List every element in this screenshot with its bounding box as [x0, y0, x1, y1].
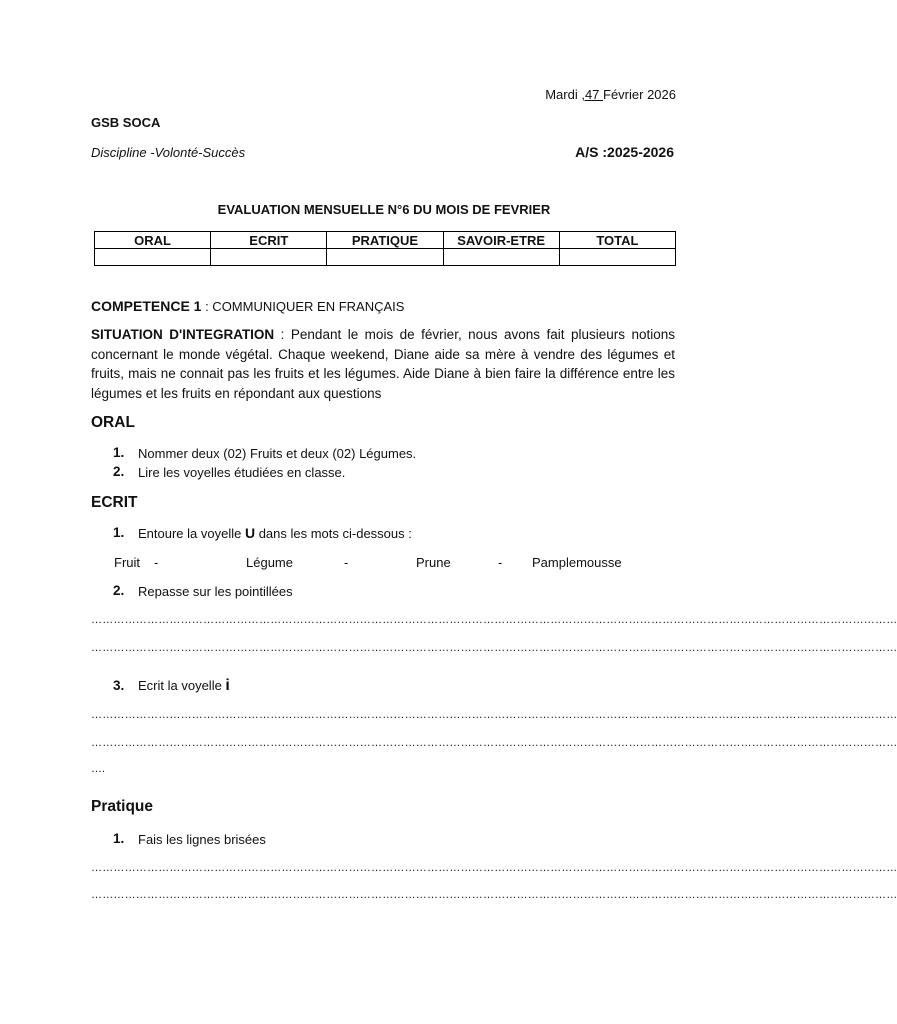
grade-header-pratique: PRATIQUE [327, 232, 443, 249]
ecrit-q3-text: Ecrit la voyelle i [138, 677, 230, 694]
dotted-answer-line[interactable]: ……………………………………………………………………………………………………………………………………………………………………………………………… [91, 889, 897, 901]
competence-line [91, 298, 404, 314]
ecrit-heading: ECRIT [91, 494, 138, 511]
word-fruit: Fruit [114, 555, 140, 570]
date-month-year: Février 2026 [603, 87, 676, 102]
competence-text: : COMMUNIQUER EN FRANÇAIS [201, 299, 405, 314]
grade-header-total: TOTAL [559, 232, 675, 249]
vowel-u: U [244, 525, 256, 541]
dotted-answer-line[interactable]: ……………………………………………………………………………………………………………………………………………………………………………………………… [91, 709, 897, 721]
competence-label: COMPETENCE 1 [91, 298, 202, 314]
pratique-q1-number: 1. [113, 831, 125, 846]
word-separator: - [498, 555, 503, 570]
school-name: GSB SOCA [91, 115, 161, 130]
oral-q1-number: 1. [113, 445, 125, 460]
oral-q2-number: 2. [113, 464, 125, 479]
oral-heading: ORAL [91, 414, 135, 431]
dotted-answer-line[interactable]: ……………………………………………………………………………………………………………………………………………………………………………………………… [91, 642, 897, 654]
pratique-q1-text: Fais les lignes brisées [138, 832, 266, 847]
word-prune: Prune [416, 555, 451, 570]
ecrit-q2-text: Repasse sur les pointillées [138, 584, 293, 599]
vowel-i: i [225, 677, 230, 694]
grade-cell-ecrit[interactable] [211, 249, 327, 266]
ecrit-q1-number: 1. [113, 525, 125, 540]
word-pamplemousse: Pamplemousse [532, 555, 622, 570]
grade-header-oral: ORAL [95, 232, 211, 249]
date-prefix: Mardi [545, 87, 582, 102]
ecrit-q1-text: Entoure la voyelle U dans les mots ci-dessous : [138, 525, 412, 541]
grade-cell-savoir-etre[interactable] [443, 249, 559, 266]
ecrit-q3-number: 3. [113, 678, 125, 693]
grade-cell-total[interactable] [559, 249, 675, 266]
school-motto: Discipline -Volonté-Succès [91, 145, 246, 160]
integration-situation [91, 325, 675, 403]
ecrit-q2-number: 2. [113, 583, 125, 598]
word-separator: - [154, 555, 159, 570]
situation-label: SITUATION D'INTEGRATION [91, 327, 275, 342]
evaluation-title: EVALUATION MENSUELLE N°6 DU MOIS DE FEVRIER [217, 202, 551, 217]
grade-cell-oral[interactable] [95, 249, 211, 266]
short-dots: …. [91, 763, 106, 775]
school-year: A/S :2025-2026 [575, 144, 674, 160]
date-day: ,47 [581, 87, 604, 102]
situation-text: : Pendant le mois de février, nous avons fait plusieurs notions concernant le monde végétal. Chaque weekend, Diane aide sa mère à vendre des légumes et fruits, mais ne connait pas les fruits et les légumes. Aide Diane à bien faire la différence entre les légumes et les fruits en répondant aux questions [91, 327, 675, 401]
oral-q1-text: Nommer deux (02) Fruits et deux (02) Légumes. [138, 446, 417, 461]
dotted-answer-line[interactable]: ……………………………………………………………………………………………………………………………………………………………………………………………… [91, 862, 897, 874]
grade-header-ecrit: ECRIT [211, 232, 327, 249]
word-legume: Légume [246, 555, 293, 570]
grade-table [94, 231, 676, 266]
date-line [545, 87, 676, 102]
word-separator: - [344, 555, 349, 570]
grade-header-savoir-etre: SAVOIR-ETRE [443, 232, 559, 249]
grade-cell-pratique[interactable] [327, 249, 443, 266]
pratique-heading: Pratique [91, 798, 154, 815]
dotted-answer-line[interactable]: ……………………………………………………………………………………………………………………………………………………………………………………………… [91, 614, 897, 626]
oral-q2-text: Lire les voyelles étudiées en classe. [138, 465, 346, 480]
dotted-answer-line[interactable]: ……………………………………………………………………………………………………………………………………………………………………………………………… [91, 737, 897, 749]
